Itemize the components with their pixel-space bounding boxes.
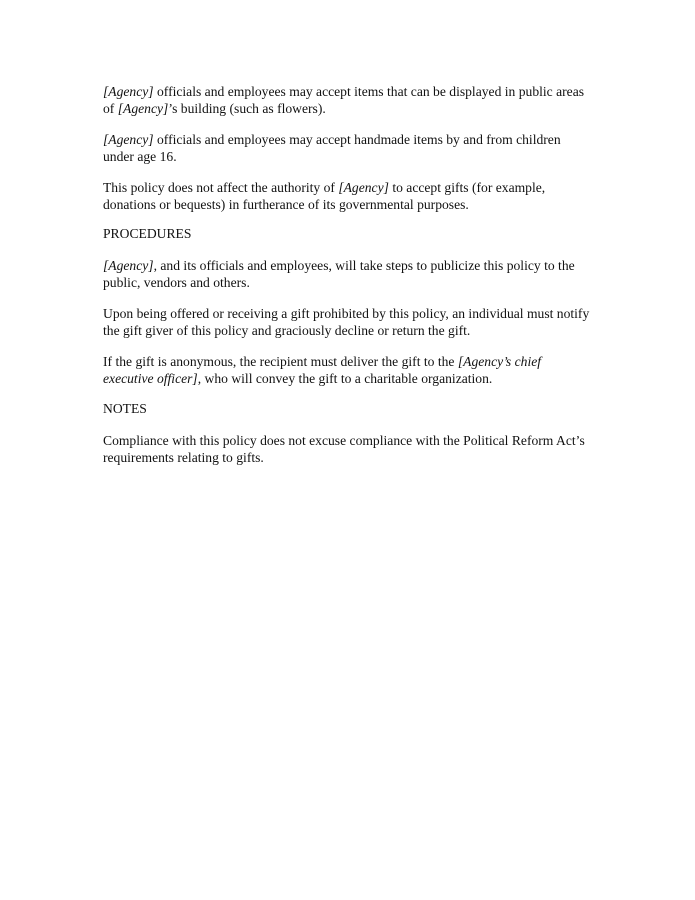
text-segment: to accept gifts (for example,	[388, 180, 546, 195]
text-segment: Compliance with this policy does not excuse compliance with the Political Reform Act’s	[103, 433, 585, 448]
text-segment: donations or bequests) in furtherance of its governmental purposes.	[103, 197, 469, 212]
text-segment: Upon being offered or receiving a gift prohibited by this policy, an individual must notify	[103, 306, 590, 321]
text-segment: NOTES	[103, 401, 147, 416]
text-segment: requirements relating to gifts.	[103, 450, 264, 465]
text-segment: under age 16.	[103, 149, 177, 164]
text-segment: , and its officials and employees, will take steps to publicize this policy to the	[153, 258, 575, 273]
text-line	[103, 274, 575, 291]
text-segment: public, vendors and others.	[103, 275, 250, 290]
decline-gift-paragraph	[103, 305, 589, 339]
text-line	[103, 257, 575, 274]
text-segment: If the gift is anonymous, the recipient must deliver the gift to the	[103, 354, 458, 369]
text-line	[103, 179, 545, 196]
text-segment: officials and employees may accept handmade items by and from children	[153, 132, 561, 147]
text-line	[103, 400, 147, 417]
text-line	[103, 432, 585, 449]
text-segment: ’s building (such as flowers).	[168, 101, 326, 116]
text-segment: officials and employees may accept items that can be displayed in public areas	[153, 84, 585, 99]
agency-authority-paragraph	[103, 179, 545, 213]
text-line	[103, 370, 541, 387]
text-line	[103, 131, 561, 148]
placeholder-text: [Agency’s chief	[457, 354, 542, 369]
procedures-heading	[103, 225, 191, 242]
text-line	[103, 196, 545, 213]
placeholder-text: [Agency]	[103, 132, 154, 147]
text-line	[103, 449, 585, 466]
text-line	[103, 322, 589, 339]
placeholder-text: [Agency]	[338, 180, 389, 195]
text-line	[103, 225, 191, 242]
anonymous-gift-paragraph	[103, 353, 541, 387]
compliance-note-paragraph	[103, 432, 585, 466]
publicize-policy-paragraph	[103, 257, 575, 291]
text-line	[103, 353, 541, 370]
placeholder-text: executive officer]	[103, 371, 198, 386]
notes-heading	[103, 400, 147, 417]
placeholder-text: [Agency]	[103, 84, 154, 99]
text-segment: of	[103, 101, 118, 116]
gift-display-items-paragraph	[103, 83, 584, 117]
text-line	[103, 305, 589, 322]
text-line	[103, 100, 584, 117]
placeholder-text: [Agency]	[117, 101, 169, 116]
placeholder-text: [Agency]	[103, 258, 154, 273]
text-line	[103, 148, 561, 165]
text-segment: PROCEDURES	[103, 226, 192, 241]
text-line	[103, 83, 584, 100]
text-segment: , who will convey the gift to a charitable organization.	[197, 371, 493, 386]
text-segment: This policy does not affect the authority of	[103, 180, 339, 195]
text-segment: the gift giver of this policy and graciously decline or return the gift.	[103, 323, 471, 338]
handmade-items-paragraph	[103, 131, 561, 165]
